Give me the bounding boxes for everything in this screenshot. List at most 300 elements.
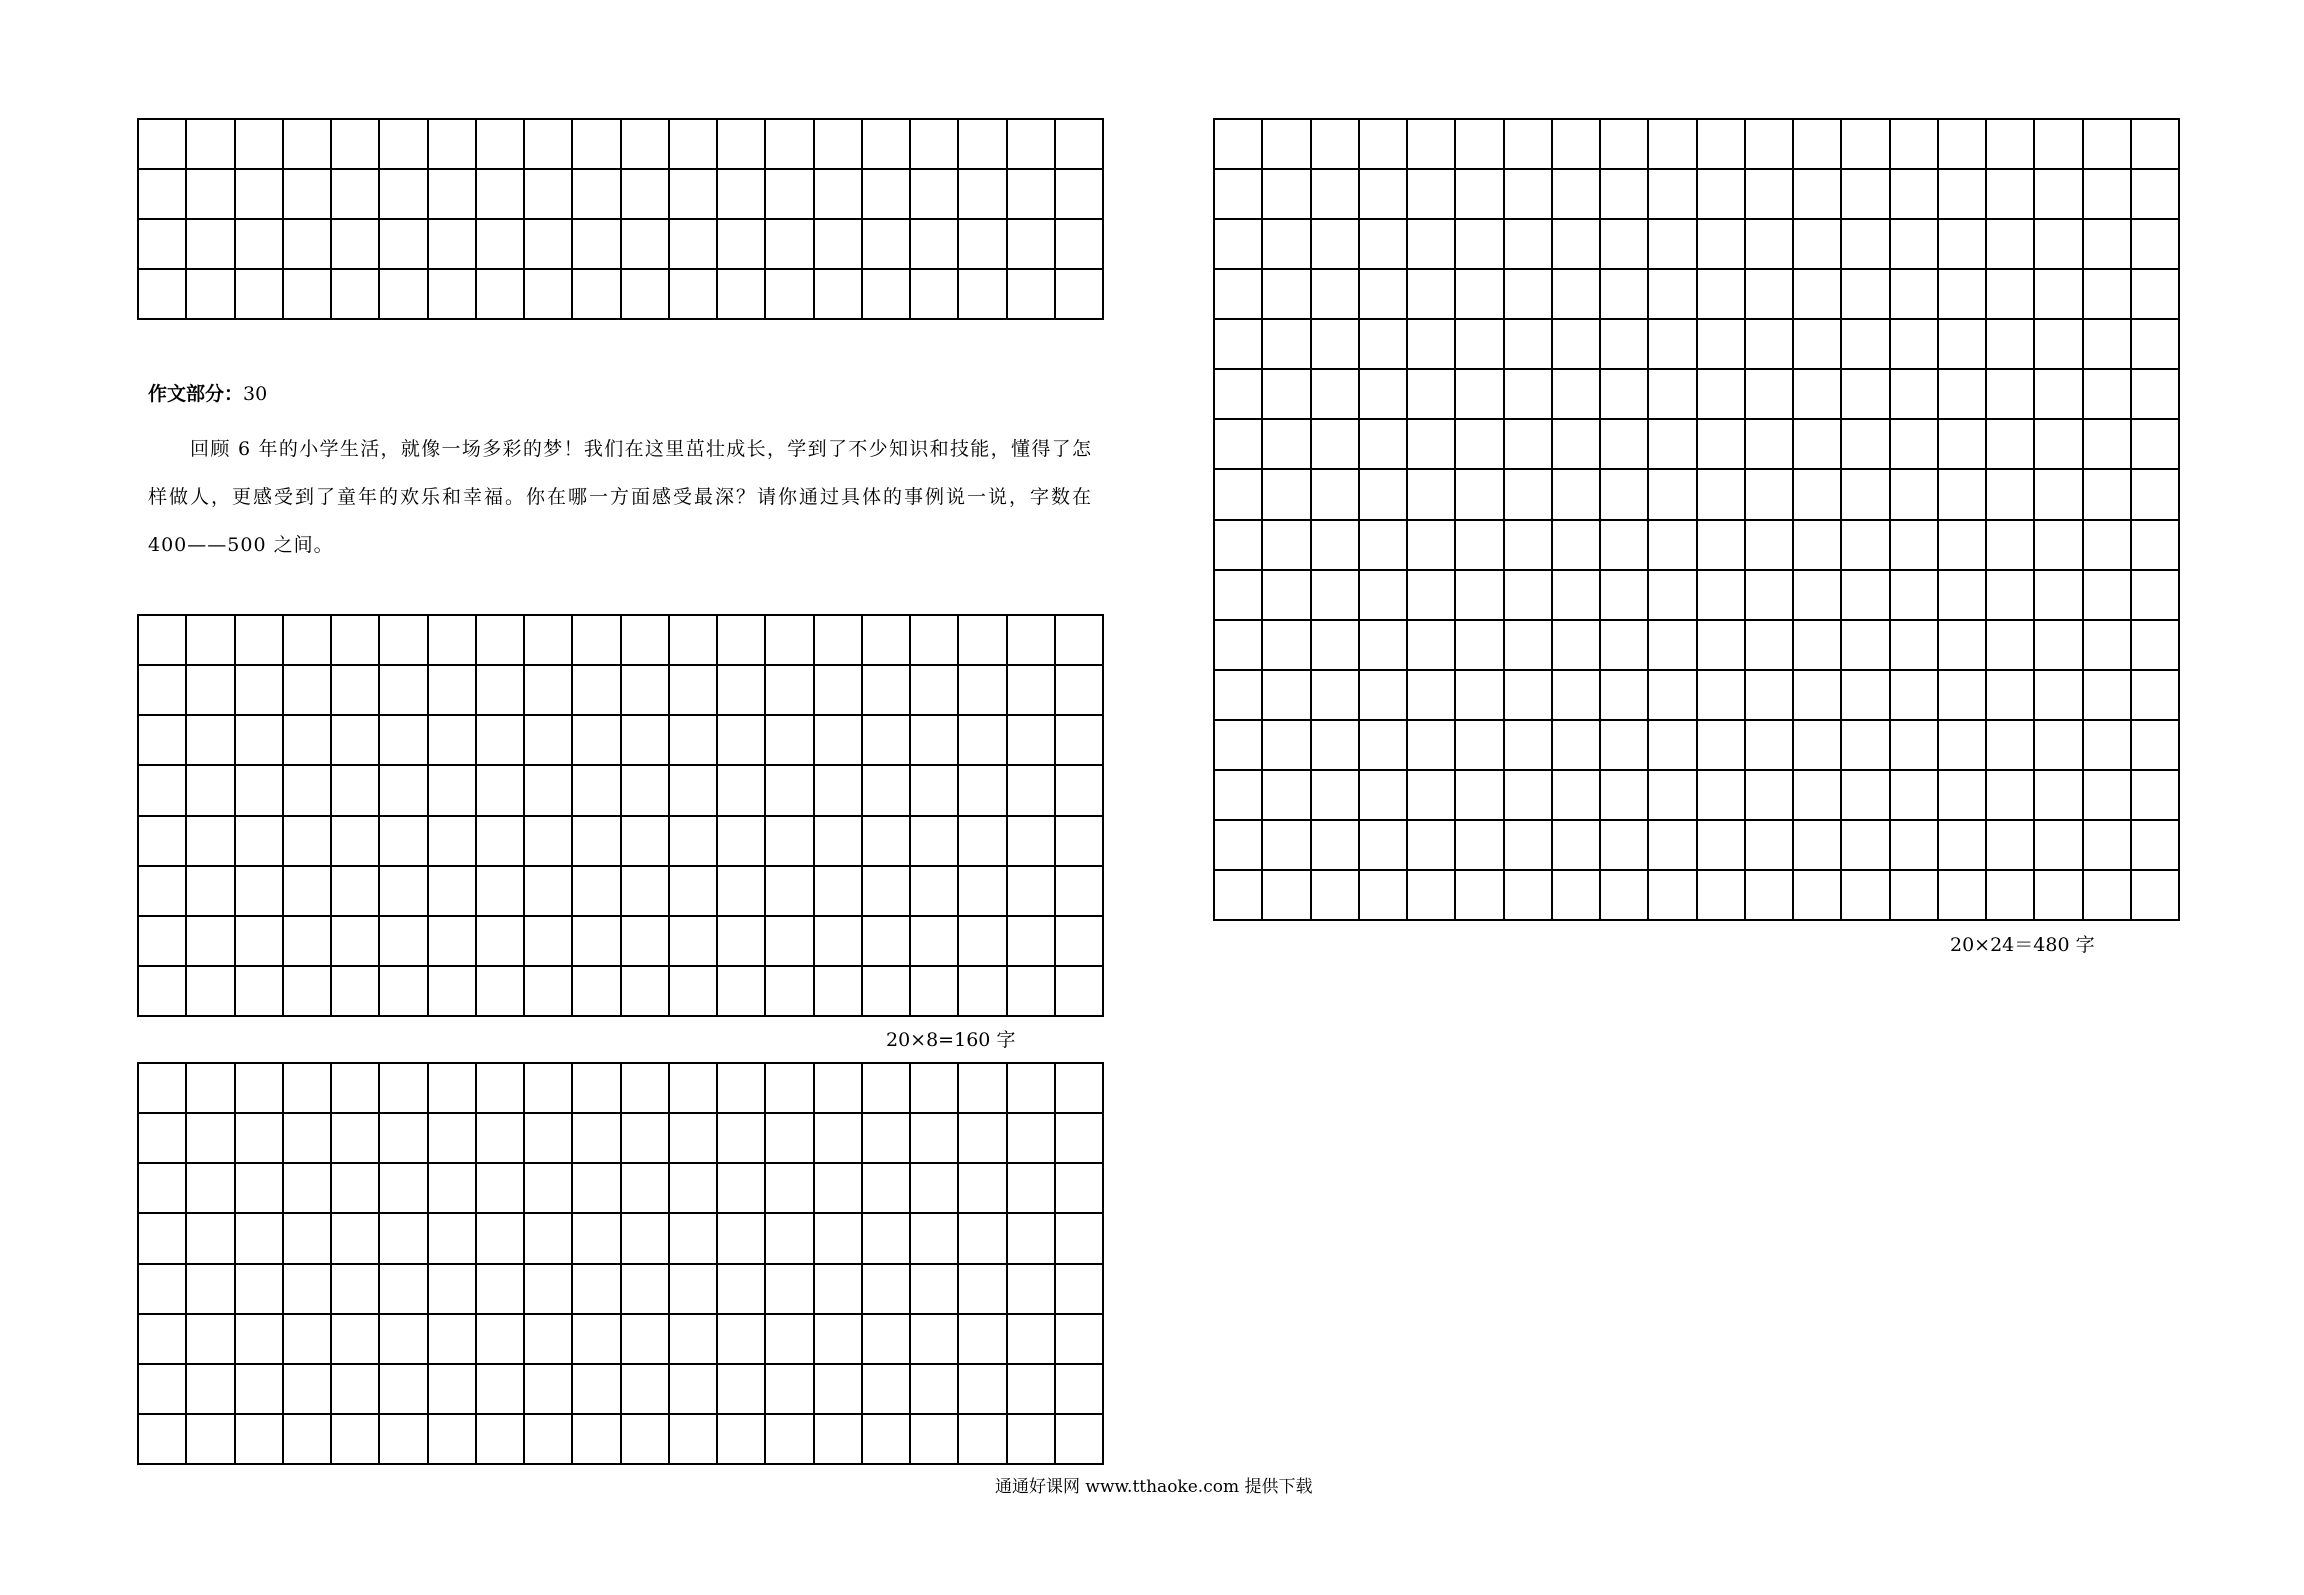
grid-cell xyxy=(1698,671,1746,721)
grid-cell xyxy=(1456,170,1504,220)
grid-cell xyxy=(1056,1365,1104,1415)
grid-cell xyxy=(573,967,621,1017)
grid-cell xyxy=(1263,320,1311,370)
grid-cell xyxy=(573,1265,621,1315)
grid-cell xyxy=(1794,320,1842,370)
grid-cell xyxy=(2132,320,2180,370)
grid-cell xyxy=(959,170,1007,220)
grid-cell xyxy=(284,766,332,816)
grid-cell xyxy=(1408,120,1456,170)
grid-cell xyxy=(1601,320,1649,370)
grid-cell xyxy=(1263,521,1311,571)
grid-cell xyxy=(766,270,814,320)
grid-cell xyxy=(1987,270,2035,320)
grid-cell xyxy=(2084,721,2132,771)
grid-cell xyxy=(1842,871,1890,921)
grid-cell xyxy=(1891,721,1939,771)
grid-cell xyxy=(1939,270,1987,320)
grid-cell xyxy=(187,616,235,666)
grid-cell xyxy=(1008,817,1056,867)
grid-cell xyxy=(1456,370,1504,420)
grid-cell xyxy=(1553,370,1601,420)
grid-cell xyxy=(1649,320,1697,370)
grid-cell xyxy=(477,716,525,766)
grid-cell xyxy=(573,1114,621,1164)
grid-cell xyxy=(236,616,284,666)
grid-cell xyxy=(1842,470,1890,520)
grid-cell xyxy=(573,917,621,967)
grid-cell xyxy=(1891,470,1939,520)
grid-cell xyxy=(911,270,959,320)
grid-cell xyxy=(525,917,573,967)
grid-cell xyxy=(1746,721,1794,771)
grid-cell xyxy=(1408,521,1456,571)
grid-cell xyxy=(1746,170,1794,220)
grid-cell xyxy=(1263,420,1311,470)
grid-cell xyxy=(380,270,428,320)
grid-cell xyxy=(284,666,332,716)
grid-cell xyxy=(1456,771,1504,821)
grid-cell xyxy=(766,1214,814,1264)
grid-cell xyxy=(1056,616,1104,666)
grid-cell xyxy=(2084,370,2132,420)
grid-cell xyxy=(236,1164,284,1214)
grid-cell xyxy=(815,120,863,170)
grid-cell xyxy=(187,917,235,967)
grid-cell xyxy=(622,1315,670,1365)
grid-cell xyxy=(622,1064,670,1114)
grid-cell xyxy=(1408,721,1456,771)
grid-cell xyxy=(332,270,380,320)
composition-prompt: 回顾 6 年的小学生活，就像一场多彩的梦！我们在这里茁壮成长，学到了不少知识和技能，懂得了怎样做人，更感受到了童年的欢乐和幸福。你在哪一方面感受最深？请你通过具体的事例说一说，字数在 400——500 之间。 xyxy=(148,438,1092,556)
grid-cell xyxy=(573,1214,621,1264)
grid-cell xyxy=(1553,420,1601,470)
grid-cell xyxy=(1263,621,1311,671)
grid-cell xyxy=(766,1365,814,1415)
grid-cell xyxy=(2035,270,2083,320)
grid-cell xyxy=(1746,470,1794,520)
grid-cell xyxy=(380,716,428,766)
grid-cell xyxy=(911,716,959,766)
grid-cell xyxy=(1215,170,1263,220)
grid-cell xyxy=(911,120,959,170)
grid-cell xyxy=(622,766,670,816)
grid-cell xyxy=(1601,420,1649,470)
grid-cell xyxy=(429,220,477,270)
grid-cell xyxy=(1842,370,1890,420)
grid-cell xyxy=(139,1315,187,1365)
grid-cell xyxy=(525,666,573,716)
grid-cell xyxy=(1056,120,1104,170)
grid-cell xyxy=(1601,621,1649,671)
grid-cell xyxy=(236,917,284,967)
grid-cell xyxy=(477,220,525,270)
grid-cell xyxy=(1794,771,1842,821)
grid-cell xyxy=(1312,320,1360,370)
grid-cell xyxy=(380,220,428,270)
grid-cell xyxy=(236,1265,284,1315)
grid-cell xyxy=(766,1164,814,1214)
grid-cell xyxy=(863,766,911,816)
grid-cell xyxy=(139,170,187,220)
grid-cell xyxy=(1601,220,1649,270)
grid-cell xyxy=(1698,120,1746,170)
grid-cell xyxy=(1312,571,1360,621)
grid-cell xyxy=(718,1164,766,1214)
grid-cell xyxy=(1215,220,1263,270)
grid-cell xyxy=(1008,967,1056,1017)
grid-cell xyxy=(2084,571,2132,621)
grid-cell xyxy=(1939,420,1987,470)
grid-cell xyxy=(1601,671,1649,721)
grid-cell xyxy=(718,766,766,816)
grid-cell xyxy=(1505,420,1553,470)
grid-cell xyxy=(1553,721,1601,771)
grid-cell xyxy=(139,270,187,320)
grid-cell xyxy=(573,666,621,716)
grid-cell xyxy=(332,1064,380,1114)
grid-cell xyxy=(380,120,428,170)
grid-cell xyxy=(1746,671,1794,721)
grid-cell xyxy=(1746,871,1794,921)
grid-cell xyxy=(670,1415,718,1465)
grid-cell xyxy=(1505,120,1553,170)
grid-cell xyxy=(959,1214,1007,1264)
grid-cell xyxy=(573,817,621,867)
grid-cell xyxy=(1360,721,1408,771)
grid-cell xyxy=(815,170,863,220)
grid-cell xyxy=(573,270,621,320)
grid-cell xyxy=(332,220,380,270)
grid-cell xyxy=(815,1064,863,1114)
grid-cell xyxy=(1553,821,1601,871)
grid-cell xyxy=(911,220,959,270)
grid-cell xyxy=(959,967,1007,1017)
grid-cell xyxy=(815,766,863,816)
grid-cell xyxy=(1263,470,1311,520)
grid-cell xyxy=(1842,721,1890,771)
grid-cell xyxy=(863,1164,911,1214)
grid-cell xyxy=(863,967,911,1017)
grid-cell xyxy=(477,1365,525,1415)
grid-cell xyxy=(1987,871,2035,921)
grid-cell xyxy=(477,1315,525,1365)
grid-cell xyxy=(1842,521,1890,571)
grid-cell xyxy=(1056,270,1104,320)
grid-cell xyxy=(1987,821,2035,871)
grid-cell xyxy=(2132,370,2180,420)
grid-cell xyxy=(2084,270,2132,320)
grid-cell xyxy=(139,1114,187,1164)
grid-cell xyxy=(1312,621,1360,671)
grid-cell xyxy=(332,867,380,917)
grid-cell xyxy=(332,120,380,170)
grid-cell xyxy=(1601,470,1649,520)
grid-cell xyxy=(622,1114,670,1164)
grid-cell xyxy=(1601,370,1649,420)
grid-cell xyxy=(187,120,235,170)
grid-cell xyxy=(187,220,235,270)
grid-cell xyxy=(1746,571,1794,621)
grid-cell xyxy=(1408,871,1456,921)
grid-cell xyxy=(380,967,428,1017)
word-count-label-middle: 20×8=160 字 xyxy=(886,1029,1016,1051)
grid-cell xyxy=(236,1214,284,1264)
grid-cell xyxy=(380,1164,428,1214)
grid-cell xyxy=(911,1114,959,1164)
grid-cell xyxy=(959,270,1007,320)
grid-cell xyxy=(1312,771,1360,821)
grid-cell xyxy=(815,270,863,320)
grid-cell xyxy=(1794,721,1842,771)
grid-cell xyxy=(718,917,766,967)
grid-cell xyxy=(1008,270,1056,320)
grid-cell xyxy=(1505,320,1553,370)
grid-cell xyxy=(2035,521,2083,571)
grid-cell xyxy=(766,766,814,816)
grid-cell xyxy=(380,1315,428,1365)
grid-cell xyxy=(380,170,428,220)
grid-cell xyxy=(1649,671,1697,721)
grid-cell xyxy=(1215,621,1263,671)
grid-cell xyxy=(1842,320,1890,370)
grid-cell xyxy=(1891,521,1939,571)
grid-cell xyxy=(1360,170,1408,220)
grid-cell xyxy=(2084,420,2132,470)
grid-cell xyxy=(1939,170,1987,220)
grid-cell xyxy=(236,1365,284,1415)
grid-cell xyxy=(429,817,477,867)
grid-cell xyxy=(1056,1415,1104,1465)
grid-cell xyxy=(236,666,284,716)
grid-cell xyxy=(1215,270,1263,320)
grid-cell xyxy=(187,666,235,716)
grid-cell xyxy=(1505,821,1553,871)
grid-cell xyxy=(1553,320,1601,370)
grid-cell xyxy=(911,616,959,666)
grid-cell xyxy=(1553,470,1601,520)
grid-cell xyxy=(2132,521,2180,571)
grid-cell xyxy=(1842,621,1890,671)
grid-cell xyxy=(139,120,187,170)
grid-cell xyxy=(1360,470,1408,520)
grid-cell xyxy=(622,967,670,1017)
grid-cell xyxy=(380,616,428,666)
grid-cell xyxy=(1008,170,1056,220)
grid-cell xyxy=(1408,420,1456,470)
grid-cell xyxy=(1008,1064,1056,1114)
grid-cell xyxy=(332,1214,380,1264)
grid-cell xyxy=(477,616,525,666)
grid-cell xyxy=(1008,1164,1056,1214)
grid-cell xyxy=(1649,621,1697,671)
grid-cell xyxy=(863,616,911,666)
grid-cell xyxy=(332,967,380,1017)
grid-cell xyxy=(1215,671,1263,721)
grid-cell xyxy=(1056,1114,1104,1164)
grid-cell xyxy=(718,1415,766,1465)
grid-cell xyxy=(670,1265,718,1315)
grid-cell xyxy=(1553,120,1601,170)
grid-cell xyxy=(1215,821,1263,871)
grid-cell xyxy=(766,867,814,917)
grid-cell xyxy=(718,666,766,716)
grid-cell xyxy=(1698,721,1746,771)
grid-cell xyxy=(670,170,718,220)
grid-cell xyxy=(1360,821,1408,871)
grid-cell xyxy=(1008,917,1056,967)
grid-cell xyxy=(477,967,525,1017)
grid-cell xyxy=(1312,120,1360,170)
grid-cell xyxy=(573,766,621,816)
grid-cell xyxy=(2132,120,2180,170)
grid-cell xyxy=(1939,671,1987,721)
grid-cell xyxy=(380,1064,428,1114)
grid-cell xyxy=(863,1114,911,1164)
grid-cell xyxy=(1891,571,1939,621)
grid-cell xyxy=(2035,370,2083,420)
grid-cell xyxy=(1891,771,1939,821)
grid-cell xyxy=(1939,370,1987,420)
grid-cell xyxy=(670,220,718,270)
grid-cell xyxy=(1794,270,1842,320)
grid-cell xyxy=(332,917,380,967)
grid-cell xyxy=(380,1265,428,1315)
grid-cell xyxy=(1505,370,1553,420)
grid-cell xyxy=(477,1415,525,1465)
grid-cell xyxy=(1698,871,1746,921)
grid-cell xyxy=(429,666,477,716)
grid-cell xyxy=(429,1415,477,1465)
grid-cell xyxy=(1263,821,1311,871)
grid-cell xyxy=(863,1415,911,1465)
grid-cell xyxy=(766,1064,814,1114)
grid-cell xyxy=(718,867,766,917)
grid-cell xyxy=(863,270,911,320)
grid-cell xyxy=(1649,420,1697,470)
grid-cell xyxy=(959,716,1007,766)
grid-cell xyxy=(1312,871,1360,921)
grid-cell xyxy=(670,967,718,1017)
grid-cell xyxy=(1842,771,1890,821)
grid-cell xyxy=(284,1265,332,1315)
grid-cell xyxy=(477,1265,525,1315)
grid-cell xyxy=(477,1164,525,1214)
grid-cell xyxy=(1698,220,1746,270)
grid-cell xyxy=(1215,470,1263,520)
grid-cell xyxy=(1553,521,1601,571)
grid-cell xyxy=(1939,571,1987,621)
grid-cell xyxy=(1456,420,1504,470)
grid-cell xyxy=(573,1415,621,1465)
grid-cell xyxy=(187,766,235,816)
grid-cell xyxy=(622,867,670,917)
grid-cell xyxy=(1408,771,1456,821)
grid-cell xyxy=(1456,671,1504,721)
grid-cell xyxy=(1601,270,1649,320)
grid-cell xyxy=(1842,270,1890,320)
grid-cell xyxy=(1649,470,1697,520)
grid-cell xyxy=(2035,771,2083,821)
grid-cell xyxy=(1312,521,1360,571)
grid-cell xyxy=(1891,170,1939,220)
grid-cell xyxy=(1263,120,1311,170)
grid-cell xyxy=(622,1415,670,1465)
grid-cell xyxy=(718,1064,766,1114)
grid-cell xyxy=(1215,721,1263,771)
grid-cell xyxy=(236,1064,284,1114)
grid-cell xyxy=(1794,621,1842,671)
grid-cell xyxy=(2035,571,2083,621)
grid-cell xyxy=(1312,270,1360,320)
grid-cell xyxy=(863,120,911,170)
grid-cell xyxy=(429,270,477,320)
grid-cell xyxy=(525,270,573,320)
grid-cell xyxy=(1263,771,1311,821)
grid-cell xyxy=(187,867,235,917)
grid-cell xyxy=(284,967,332,1017)
grid-cell xyxy=(1553,671,1601,721)
grid-cell xyxy=(2084,621,2132,671)
grid-cell xyxy=(1505,871,1553,921)
grid-cell xyxy=(332,817,380,867)
grid-cell xyxy=(525,1214,573,1264)
grid-cell xyxy=(187,1365,235,1415)
grid-cell xyxy=(1891,621,1939,671)
grid-cell xyxy=(332,1114,380,1164)
grid-cell xyxy=(1008,666,1056,716)
grid-cell xyxy=(863,666,911,716)
grid-cell xyxy=(429,120,477,170)
grid-cell xyxy=(2084,320,2132,370)
grid-cell xyxy=(766,1415,814,1465)
grid-cell xyxy=(815,817,863,867)
grid-cell xyxy=(815,917,863,967)
grid-cell xyxy=(1263,671,1311,721)
grid-cell xyxy=(380,666,428,716)
grid-cell xyxy=(573,1164,621,1214)
grid-cell xyxy=(1408,220,1456,270)
grid-cell xyxy=(1987,671,2035,721)
grid-cell xyxy=(1794,470,1842,520)
grid-cell xyxy=(959,1365,1007,1415)
grid-cell xyxy=(1008,220,1056,270)
grid-cell xyxy=(1456,120,1504,170)
grid-cell xyxy=(284,1365,332,1415)
grid-cell xyxy=(429,867,477,917)
grid-cell xyxy=(622,1265,670,1315)
grid-cell xyxy=(766,666,814,716)
grid-cell xyxy=(670,867,718,917)
grid-cell xyxy=(525,1064,573,1114)
grid-cell xyxy=(766,967,814,1017)
grid-cell xyxy=(1698,771,1746,821)
grid-cell xyxy=(622,170,670,220)
grid-cell xyxy=(1987,621,2035,671)
grid-cell xyxy=(236,716,284,766)
grid-cell xyxy=(1008,1214,1056,1264)
grid-cell xyxy=(1987,470,2035,520)
grid-cell xyxy=(525,817,573,867)
grid-cell xyxy=(1008,1114,1056,1164)
grid-cell xyxy=(1553,270,1601,320)
grid-cell xyxy=(670,1114,718,1164)
grid-cell xyxy=(1008,766,1056,816)
grid-cell xyxy=(525,1365,573,1415)
grid-cell xyxy=(284,917,332,967)
grid-cell xyxy=(1698,621,1746,671)
grid-cell xyxy=(2035,671,2083,721)
